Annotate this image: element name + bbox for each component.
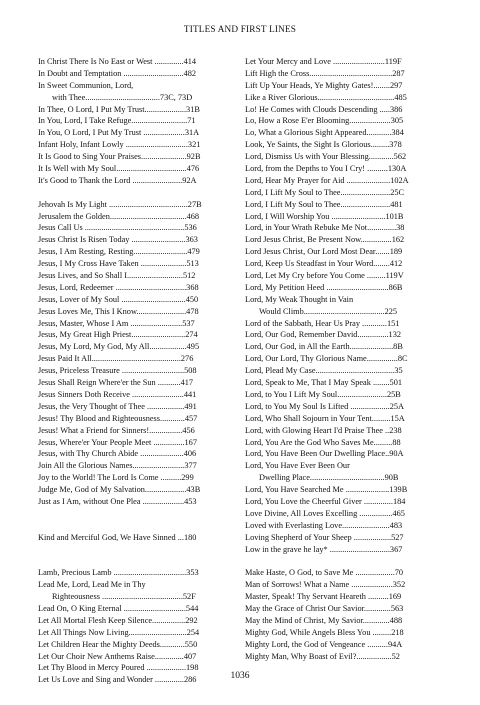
- index-entry: Lord, Let My Cry before You Come .........119V: [245, 271, 404, 281]
- index-entry: Jesus Shall Reign Where'er the Sun ...........417: [38, 378, 194, 388]
- index-entry: Love Divine, All Loves Excelling ................465: [245, 508, 405, 518]
- index-entry: Lord, I Lift My Soul to Thee........................25C: [245, 187, 405, 197]
- index-entry: Look, Ye Saints, the Sight Is Glorious.........378: [245, 140, 402, 150]
- index-entry-continuation: with Thee....................................73C, 73D: [52, 92, 193, 102]
- index-entry: Jesus, Where'er Your People Meet ...............167: [38, 437, 197, 447]
- index-entry: Let All Things Now Living............................254: [38, 627, 200, 637]
- index-entry: Lord, Speak to Me, That I May Speak ........501: [245, 378, 403, 388]
- spacer: [38, 555, 230, 567]
- index-entry: Lord, Keep Us Steadfast in Your Word........412: [245, 259, 403, 269]
- index-entry: Lift Up Your Heads, Ye Mighty Gates!........297: [245, 80, 403, 90]
- index-entry: Jesus, My Lord, My God, My All..................495: [38, 342, 200, 352]
- index-entry: Lo, How a Rose E'er Blooming....................305: [245, 116, 404, 126]
- index-entry: Jesus, I My Cross Have Taken ......................513: [38, 259, 199, 269]
- index-entry: Let Children Hear the Mighty Deeds............550: [38, 639, 198, 649]
- index-entry: Jesus! Thy Blood and Righteousness............457: [38, 413, 198, 423]
- index-entry: Lord, Our Lord, Thy Glorious Name...............8C: [245, 354, 408, 364]
- index-entry: In You, Lord, I Take Refuge...........................71: [38, 116, 196, 126]
- index-entry: Lord, I Lift My Soul to Thee........................481: [245, 199, 403, 209]
- index-entry: Loved with Everlasting Love.......................483: [245, 520, 403, 530]
- index-entry: Jesus, the Very Thought of Thee ..................491: [38, 401, 197, 411]
- index-entry: Lord, with Glowing Heart I'd Praise Thee ..238: [245, 425, 402, 435]
- spacer: [38, 187, 230, 199]
- index-entry: Lord, You Are the God Who Saves Me.........88: [245, 437, 401, 447]
- index-entry: In Christ There Is No East or West ..............414: [38, 57, 197, 66]
- index-entry: Jesus! What a Friend for Sinners!................456: [38, 425, 195, 435]
- index-entry: Jesus Sinners Doth Receive .........................441: [38, 389, 197, 399]
- index-column-right: [245, 56, 437, 662]
- index-entry: Mighty God, While Angels Bless You .........218: [245, 627, 404, 637]
- index-entry: Join All the Glorious Names.........................377: [38, 461, 197, 471]
- index-entry: Lord, in Your Wrath Rebuke Me Not..............38: [245, 223, 405, 233]
- index-entry: Just as I Am, without One Plea ....................453: [38, 496, 197, 506]
- index-entry: Loving Shepherd of Your Sheep ..................527: [245, 532, 404, 542]
- page-number: 1036: [230, 671, 250, 681]
- index-entry: Let Us Love and Sing and Wonder ..............286: [38, 675, 197, 685]
- index-entry: Jesus, I Am Resting, Resting..........................479: [38, 247, 200, 257]
- index-entry: In Thee, O Lord, I Put My Trust....................31B: [38, 104, 200, 114]
- index-entry: Jehovah Is My Light ......................................27B: [38, 199, 202, 209]
- index-entry: Jesus, with Thy Church Abide .....................406: [38, 449, 197, 459]
- index-entry: Lamb, Precious Lamb ...................................353: [38, 568, 199, 578]
- running-header: TITLES AND FIRST LINES: [183, 24, 297, 34]
- index-entry: Lord of the Sabbath, Hear Us Pray ............151: [245, 318, 400, 328]
- index-entry: Mighty Lord, the God of Vengeance ..........94A: [245, 639, 403, 649]
- index-entry: Let Our Choir New Anthems Raise..............407: [38, 651, 197, 661]
- index-entry: Lord, You Love the Cheerful Giver ..............184: [245, 496, 406, 506]
- index-entry: Lord Jesus Christ, Be Present Now...............162: [245, 235, 405, 245]
- index-entry: Lift High the Cross........................................287: [245, 68, 405, 78]
- index-entry: Jesus, My Great High Priest..........................274: [38, 330, 198, 340]
- index-entry-continuation: Would Climb.......................................225: [259, 306, 398, 316]
- spacer: [245, 555, 437, 567]
- index-entry: Lord, Dismiss Us with Your Blessing............562: [245, 152, 407, 162]
- index-entry: Joy to the World! The Lord Is Come ..........299: [38, 473, 194, 483]
- index-entry: Jesus, Lord, Redeemer ..................................368: [38, 282, 199, 292]
- index-entry: Kind and Merciful God, We Have Sinned ...180: [38, 532, 197, 542]
- index-entry: Let Your Mercy and Love .........................119F: [245, 57, 402, 66]
- index-entry: Like a River Glorious.....................................485: [245, 92, 407, 102]
- index-entry: Lead On, O King Eternal ..............................544: [38, 603, 199, 613]
- index-entry: Lord, My Petition Heed ..............................86B: [245, 282, 403, 292]
- index-entry: Lord, Hear My Prayer for Aid .....................102A: [245, 175, 409, 185]
- index-entry: Lord, You Have Searched Me .....................139B: [245, 485, 408, 495]
- index-entry: It's Good to Thank the Lord ........................92A: [38, 175, 197, 185]
- index-entry-continuation: Dwelling Place....................................90B: [259, 473, 399, 483]
- spacer: [38, 544, 230, 556]
- index-entry-continuation: Righteousness .......................................52F: [52, 592, 196, 602]
- index-entry: Lo, What a Glorious Sight Appeared............384: [245, 128, 404, 138]
- index-column-left: [38, 56, 230, 686]
- index-entry: Lord Jesus Christ, Our Lord Most Dear.......189: [245, 247, 403, 257]
- index-entry: Lead Me, Lord, Lead Me in Thy: [38, 580, 146, 590]
- index-entry: Judge Me, God of My Salvation....................43B: [38, 485, 201, 495]
- index-entry: It Is Well with My Soul..................................476: [38, 164, 200, 174]
- index-entry: Infant Holy, Infant Lowly ..............................321: [38, 140, 201, 150]
- index-entry: Man of Sorrows! What a Name ....................352: [245, 580, 406, 590]
- index-entry: Lord, Who Shall Sojourn in Your Tent.........15A: [245, 413, 405, 423]
- spacer: [38, 508, 230, 520]
- index-entry: May the Grace of Christ Our Savior.............563: [245, 603, 404, 613]
- index-entry: Jesus Lives, and So Shall I...........................512: [38, 271, 196, 281]
- index-entry: Lord, You Have Been Our Dwelling Place..90A: [245, 449, 404, 459]
- index-entry: Lord, to You I Lift My Soul........................25B: [245, 389, 401, 399]
- index-entry: Lord, I Will Worship You ..........................101B: [245, 211, 404, 221]
- spacer: [38, 520, 230, 532]
- index-entry: Jesus Christ Is Risen Today ..........................363: [38, 235, 198, 245]
- index-entry: Jesus Paid It All...........................................276: [38, 354, 194, 364]
- index-entry: Jesus Loves Me, This I Know........................478: [38, 306, 199, 316]
- index-entry: It Is Good to Sing Your Praises......................92B: [38, 152, 201, 162]
- index-entry: Lo! He Comes with Clouds Descending .....386: [245, 104, 403, 114]
- index-entry: Let Thy Blood in Mercy Poured ...................198: [38, 663, 199, 673]
- index-entry: Mighty Man, Why Boast of Evil?.................52: [245, 651, 400, 661]
- index-entry: Jesus, Master, Whose I Am .........................537: [38, 318, 195, 328]
- index-entry: Jesus, Lover of My Soul ...............................450: [38, 294, 199, 304]
- index-entry: Lord, Our God, in All the Earth.....................8B: [245, 342, 403, 352]
- index-entry: In Sweet Communion, Lord,: [38, 80, 134, 90]
- index-entry: Lord, Our God, Remember David...............132: [245, 330, 401, 340]
- index-entry: Lord, You Have Ever Been Our: [245, 461, 350, 471]
- index-entry: In Doubt and Temptation .............................482: [38, 68, 197, 78]
- index-entry: Lord, to You My Soul Is Lifted ...................25A: [245, 401, 405, 411]
- index-entry: Master, Speak! Thy Servant Heareth ..........169: [245, 592, 402, 602]
- index-entry: Jesus, Priceless Treasure ..............................508: [38, 366, 197, 376]
- index-entry: Jesus Call Us ................................................536: [38, 223, 197, 233]
- index-entry: Lord, My Weak Thought in Vain: [245, 294, 354, 304]
- index-entry: In You, O Lord, I Put My Trust ....................31A: [38, 128, 200, 138]
- index-entry: Lord, Plead My Case......................................35: [245, 366, 403, 376]
- index-entry: Low in the grave he lay* .............................367: [245, 544, 403, 554]
- index-entry: Make Haste, O God, to Save Me ...................70: [245, 568, 404, 578]
- index-entry: May the Mind of Christ, My Savior.............488: [245, 615, 403, 625]
- index-entry: Jerusalem the Golden.....................................468: [38, 211, 200, 221]
- index-entry: Lord, from the Depths to You I Cry! ..........130A: [245, 164, 407, 174]
- index-entry: Let All Mortal Flesh Keep Silence................292: [38, 615, 198, 625]
